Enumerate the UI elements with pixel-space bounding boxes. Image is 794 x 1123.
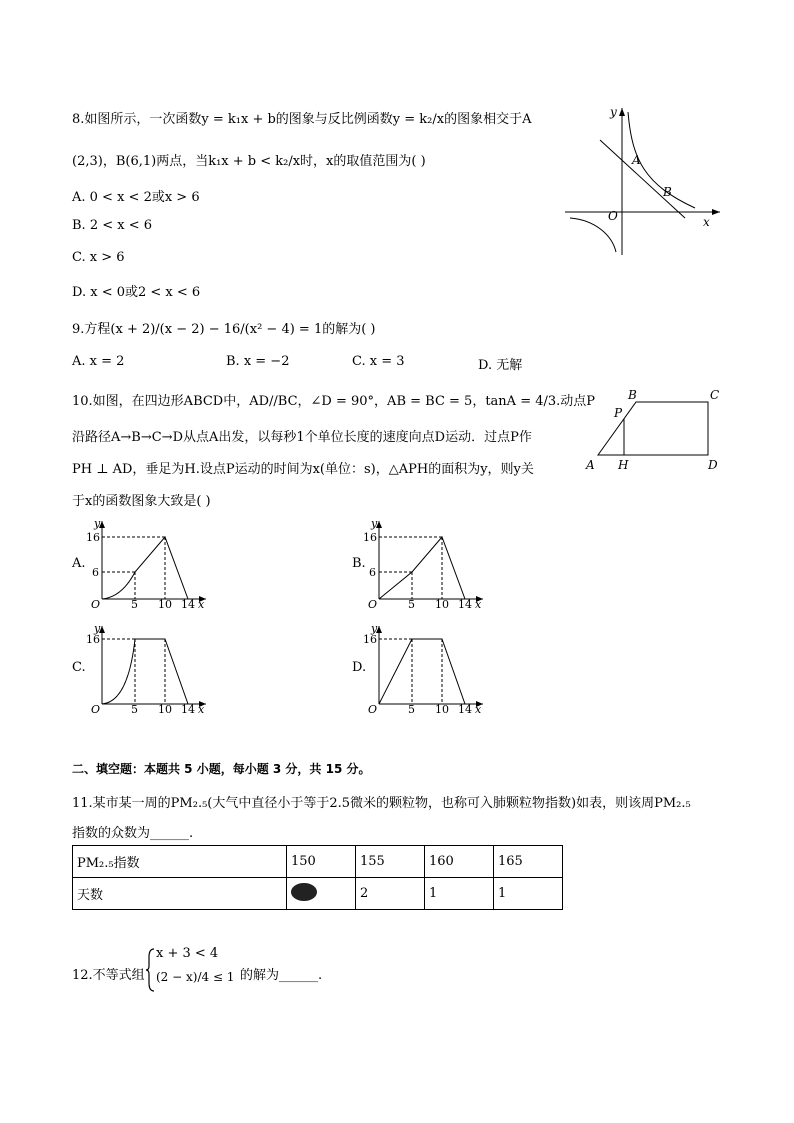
x-axis-label: x [198, 703, 205, 716]
q10-graph-d [365, 620, 495, 715]
q8-line1: 8.如图所示，一次函数y = k₁x + b的图象与反比例函数y = k₂/x的图象相交于A [72, 112, 532, 127]
tick-x-14: 14 [458, 598, 472, 611]
q10-graph-a [88, 515, 218, 610]
tick-x-10: 10 [435, 703, 449, 716]
tick-x-10: 10 [158, 598, 172, 611]
x-axis-label: x [475, 598, 482, 611]
q9-option-b: B. x = −2 [226, 354, 290, 369]
q10-fig-h: H [618, 458, 629, 472]
tick-x-14: 14 [458, 703, 472, 716]
table-cell: PM₂.₅指数 [73, 846, 287, 878]
q8-x-label: x [703, 215, 710, 229]
ink-blot-icon [291, 883, 317, 901]
q8-option-c: C. x > 6 [72, 250, 125, 265]
table-cell: 天数 [73, 878, 287, 910]
tick-y-16: 16 [86, 531, 100, 544]
tick-x-5: 5 [408, 598, 415, 611]
q10-graph-a-label: A. [72, 556, 86, 571]
q10-graph-b [365, 515, 495, 610]
q10-graph-b-label: B. [352, 556, 366, 571]
q8-point-a-label: A [632, 153, 641, 167]
q9-option-d: D. 无解 [478, 358, 523, 373]
table-cell: 155 [356, 846, 425, 878]
q10-fig-c: C [710, 388, 720, 402]
q12-brace [146, 947, 156, 993]
q12-inequality-1: x + 3 < 4 [156, 946, 219, 961]
origin-label: O [368, 598, 378, 611]
q9-option-c: C. x = 3 [352, 354, 405, 369]
q10-graph-d-label: D. [352, 660, 367, 675]
origin-label: O [368, 703, 378, 716]
q10-graph-c [88, 620, 218, 715]
q10-line4: 于x的函数图象大致是( ) [72, 494, 211, 509]
q10-fig-a: A [586, 458, 595, 472]
tick-y-16: 16 [363, 531, 377, 544]
q10-fig-b: B [628, 388, 637, 402]
origin-label: O [91, 703, 101, 716]
q8-y-label: y [610, 105, 617, 119]
q11-line1: 11.某市某一周的PM₂.₅(大气中直径小于等于2.5微米的颗粒物，也称可入肺颗粒物指数)如表，则该周PM₂.₅ [72, 796, 691, 811]
q11-line2: 指数的众数为______. [72, 826, 194, 841]
tick-x-10: 10 [435, 598, 449, 611]
origin-label: O [91, 598, 101, 611]
q10-line3: PH ⊥ AD，垂足为H.设点P运动的时间为x(单位：s)，△APH的面积为y，则y关 [72, 462, 534, 477]
q8-option-a: A. 0 < x < 2或x > 6 [72, 190, 200, 205]
q10-line2: 沿路径A→B→C→D从点A出发，以每秒1个单位长度的速度向点D运动．过点P作 [72, 430, 532, 445]
x-axis-label: x [198, 598, 205, 611]
q10-fig-d: D [708, 458, 718, 472]
q8-line2: (2,3)，B(6,1)两点，当k₁x + b < k₂/x时，x的取值范围为( ) [72, 154, 426, 169]
q9-option-a: A. x = 2 [72, 354, 125, 369]
q12-prefix: 12.不等式组 [72, 968, 145, 983]
q12-suffix: 的解为______. [240, 968, 323, 983]
table-cell: 160 [425, 846, 494, 878]
table-cell-blot [287, 878, 356, 910]
q10-fig-p: P [614, 406, 623, 420]
y-axis-label: y [371, 517, 378, 530]
table-cell: 2 [356, 878, 425, 910]
q8-point-b-label: B [663, 185, 672, 199]
q9-stem: 9.方程(x + 2)/(x − 2) − 16/(x² − 4) = 1的解为( ) [72, 322, 376, 337]
q10-quadrilateral-figure [580, 385, 730, 475]
tick-y-6: 6 [92, 566, 99, 579]
tick-x-10: 10 [158, 703, 172, 716]
y-axis-label: y [371, 622, 378, 635]
pm25-table [72, 845, 563, 910]
y-axis-label: y [94, 622, 101, 635]
tick-x-5: 5 [408, 703, 415, 716]
table-row [73, 846, 563, 878]
q12-inequality-2: (2 − x)/4 ≤ 1 [156, 970, 235, 984]
table-cell: 1 [494, 878, 563, 910]
tick-x-14: 14 [181, 703, 195, 716]
tick-y-6: 6 [369, 566, 376, 579]
q10-graph-c-label: C. [72, 660, 86, 675]
q8-origin-label: O [608, 209, 618, 223]
tick-x-5: 5 [131, 598, 138, 611]
table-cell: 150 [287, 846, 356, 878]
q8-option-d: D. x < 0或2 < x < 6 [72, 285, 201, 300]
q8-graph [560, 100, 730, 260]
q10-line1: 10.如图，在四边形ABCD中，AD//BC，∠D = 90°，AB = BC = 5，tanA = 4/3.动点P [72, 394, 596, 409]
y-axis-label: y [94, 517, 101, 530]
tick-y-16: 16 [86, 633, 100, 646]
tick-y-16: 16 [363, 633, 377, 646]
tick-x-5: 5 [131, 703, 138, 716]
section-2-heading: 二、填空题：本题共 5 小题，每小题 3 分，共 15 分。 [72, 762, 371, 776]
x-axis-label: x [475, 703, 482, 716]
tick-x-14: 14 [181, 598, 195, 611]
table-cell: 165 [494, 846, 563, 878]
q8-option-b: B. 2 < x < 6 [72, 218, 153, 233]
table-cell: 1 [425, 878, 494, 910]
table-row [73, 878, 563, 910]
